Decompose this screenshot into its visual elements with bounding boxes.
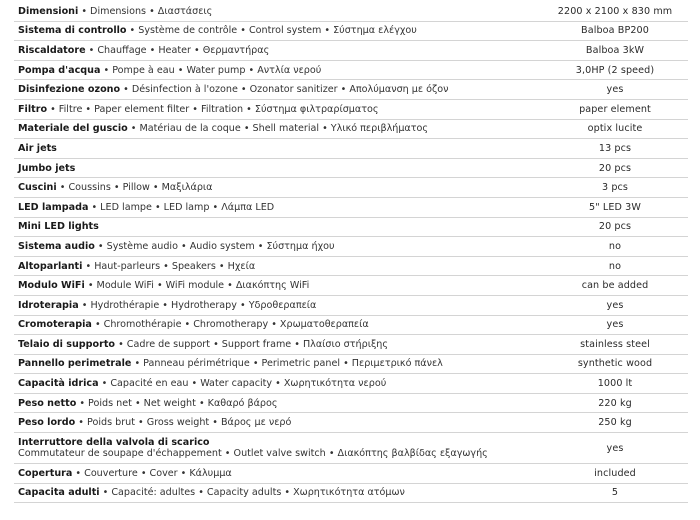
label-translations: • LED lampe • LED lamp • Λάμπα LED — [88, 201, 275, 213]
label-translations: • Haut-parleurs • Speakers • Ηχεία — [82, 260, 256, 272]
label-italian: Cromoterapia — [18, 319, 92, 331]
spec-label — [14, 354, 542, 374]
label-translations: • Chauffage • Heater • Θερμαντήρας — [85, 44, 270, 56]
spec-value: 20 pcs — [542, 158, 688, 178]
spec-label — [14, 119, 542, 139]
label-italian: Jumbo jets — [18, 162, 76, 174]
spec-label — [14, 80, 542, 100]
spec-value: yes — [542, 80, 688, 100]
spec-value: 2200 x 2100 x 830 mm — [542, 2, 688, 21]
label-translations: • Panneau périmétrique • Perimetric panel • Περιμετρικό πάνελ — [131, 358, 443, 370]
spec-value: 3,0HP (2 speed) — [542, 60, 688, 80]
spec-label — [14, 99, 542, 119]
label-italian: Pompa d'acqua — [18, 64, 101, 76]
table-row — [14, 315, 688, 335]
label-italian: Filtro — [18, 103, 48, 115]
table-row — [14, 276, 688, 296]
spec-value: stainless steel — [542, 335, 688, 355]
spec-label — [14, 217, 542, 237]
spec-label — [14, 237, 542, 257]
spec-value: 5" LED 3W — [542, 197, 688, 217]
label-italian: Peso netto — [18, 397, 77, 409]
label-translations: • Matériau de la coque • Shell material • Υλικό περιβλήματος — [127, 123, 429, 135]
spec-value: no — [542, 256, 688, 276]
spec-label — [14, 21, 542, 41]
table-row — [14, 433, 688, 464]
spec-value: can be added — [542, 276, 688, 296]
spec-value: paper element — [542, 99, 688, 119]
spec-value: 5 — [542, 483, 688, 503]
label-translations: • Capacité en eau • Water capacity • Χωρητικότητα νερού — [98, 378, 387, 390]
spec-value: 250 kg — [542, 413, 688, 433]
label-italian: LED lampada — [18, 201, 89, 213]
table-row — [14, 374, 688, 394]
label-translations: • Hydrothérapie • Hydrotherapy • Υδροθεραπεία — [78, 299, 317, 311]
spec-label — [14, 2, 542, 21]
table-row — [14, 41, 688, 61]
label-translations: • Pompe à eau • Water pump • Αντλία νερού — [100, 64, 322, 76]
table-row — [14, 2, 688, 21]
label-italian: Altoparlanti — [18, 260, 83, 272]
table-row — [14, 99, 688, 119]
spec-label — [14, 483, 542, 503]
spec-label — [14, 139, 542, 159]
label-translations: Commutateur de soupape d'échappement • Outlet valve switch • Διακόπτης βαλβίδας εξαγωγής — [18, 448, 488, 460]
table-row — [14, 80, 688, 100]
label-italian: Telaio di supporto — [18, 338, 116, 350]
table-row — [14, 119, 688, 139]
table-row — [14, 237, 688, 257]
label-italian: Riscaldatore — [18, 44, 86, 56]
label-italian: Idroterapia — [18, 299, 79, 311]
table-row — [14, 354, 688, 374]
spec-value: 1000 lt — [542, 374, 688, 394]
label-translations: • Chromothérapie • Chromotherapy • Χρωματοθεραπεία — [91, 319, 369, 331]
spec-value: optix lucite — [542, 119, 688, 139]
spec-label — [14, 374, 542, 394]
table-row — [14, 60, 688, 80]
spec-value: 3 pcs — [542, 178, 688, 198]
label-italian: Sistema audio — [18, 240, 95, 252]
spec-label — [14, 158, 542, 178]
spec-value: 220 kg — [542, 393, 688, 413]
label-italian: Air jets — [18, 142, 57, 154]
spec-label — [14, 295, 542, 315]
spec-value: synthetic wood — [542, 354, 688, 374]
spec-label — [14, 433, 542, 464]
label-italian: Modulo WiFi — [18, 280, 85, 292]
label-italian: Mini LED lights — [18, 221, 99, 233]
table-row — [14, 483, 688, 503]
label-translations: • Système audio • Audio system • Σύστημα ήχου — [94, 240, 335, 252]
table-row — [14, 178, 688, 198]
spec-value: yes — [542, 433, 688, 464]
spec-value: Balboa BP200 — [542, 21, 688, 41]
spec-value: included — [542, 464, 688, 484]
label-italian: Sistema di controllo — [18, 25, 127, 37]
table-row — [14, 158, 688, 178]
label-translations: • Capacité: adultes • Capacity adults • Χωρητικότητα ατόμων — [99, 487, 405, 499]
table-row — [14, 295, 688, 315]
spec-label — [14, 178, 542, 198]
label-italian: Materiale del guscio — [18, 123, 128, 135]
label-translations: • Module WiFi • WiFi module • Διακόπτης WiFi — [84, 280, 310, 292]
label-translations: • Filtre • Paper element filter • Filtration • Σύστημα φιλτραρίσματος — [47, 103, 379, 115]
table-row — [14, 413, 688, 433]
spec-value: yes — [542, 315, 688, 335]
spec-label — [14, 256, 542, 276]
table-row — [14, 139, 688, 159]
table-row — [14, 393, 688, 413]
label-italian: Interruttore della valvola di scarico — [18, 437, 210, 449]
spec-value: 20 pcs — [542, 217, 688, 237]
spec-label — [14, 315, 542, 335]
table-row — [14, 335, 688, 355]
label-translations: • Dimensions • Διαστάσεις — [78, 5, 213, 17]
label-italian: Dimensioni — [18, 5, 79, 17]
spec-value: no — [542, 237, 688, 257]
table-row — [14, 21, 688, 41]
table-row — [14, 256, 688, 276]
spec-table — [14, 2, 688, 503]
label-italian: Capacita adulti — [18, 487, 100, 499]
spec-label — [14, 393, 542, 413]
label-italian: Pannello perimetrale — [18, 358, 132, 370]
label-italian: Cuscini — [18, 182, 57, 194]
label-italian: Peso lordo — [18, 417, 76, 429]
spec-label — [14, 41, 542, 61]
label-translations: • Poids brut • Gross weight • Βάρος με νερό — [75, 417, 292, 429]
spec-label — [14, 335, 542, 355]
label-translations: • Cadre de support • Support frame • Πλαίσιο στήριξης — [115, 338, 388, 350]
spec-label — [14, 60, 542, 80]
label-italian: Copertura — [18, 467, 73, 479]
spec-value: 13 pcs — [542, 139, 688, 159]
label-italian: Capacità idrica — [18, 378, 99, 390]
label-translations: • Système de contrôle • Control system • Σύστημα ελέγχου — [126, 25, 417, 37]
spec-label — [14, 276, 542, 296]
label-translations: • Coussins • Pillow • Μαξιλάρια — [56, 182, 213, 194]
label-translations: • Poids net • Net weight • Καθαρό βάρος — [76, 397, 278, 409]
spec-label — [14, 197, 542, 217]
table-row — [14, 217, 688, 237]
spec-label — [14, 413, 542, 433]
spec-value: Balboa 3kW — [542, 41, 688, 61]
spec-label — [14, 464, 542, 484]
table-row — [14, 464, 688, 484]
label-italian: Disinfezione ozono — [18, 84, 121, 96]
table-row — [14, 197, 688, 217]
spec-value: yes — [542, 295, 688, 315]
label-translations: • Désinfection à l'ozone • Ozonator sanitizer • Απολύμανση με όζον — [120, 84, 449, 96]
label-translations: • Couverture • Cover • Κάλυμμα — [72, 467, 232, 479]
